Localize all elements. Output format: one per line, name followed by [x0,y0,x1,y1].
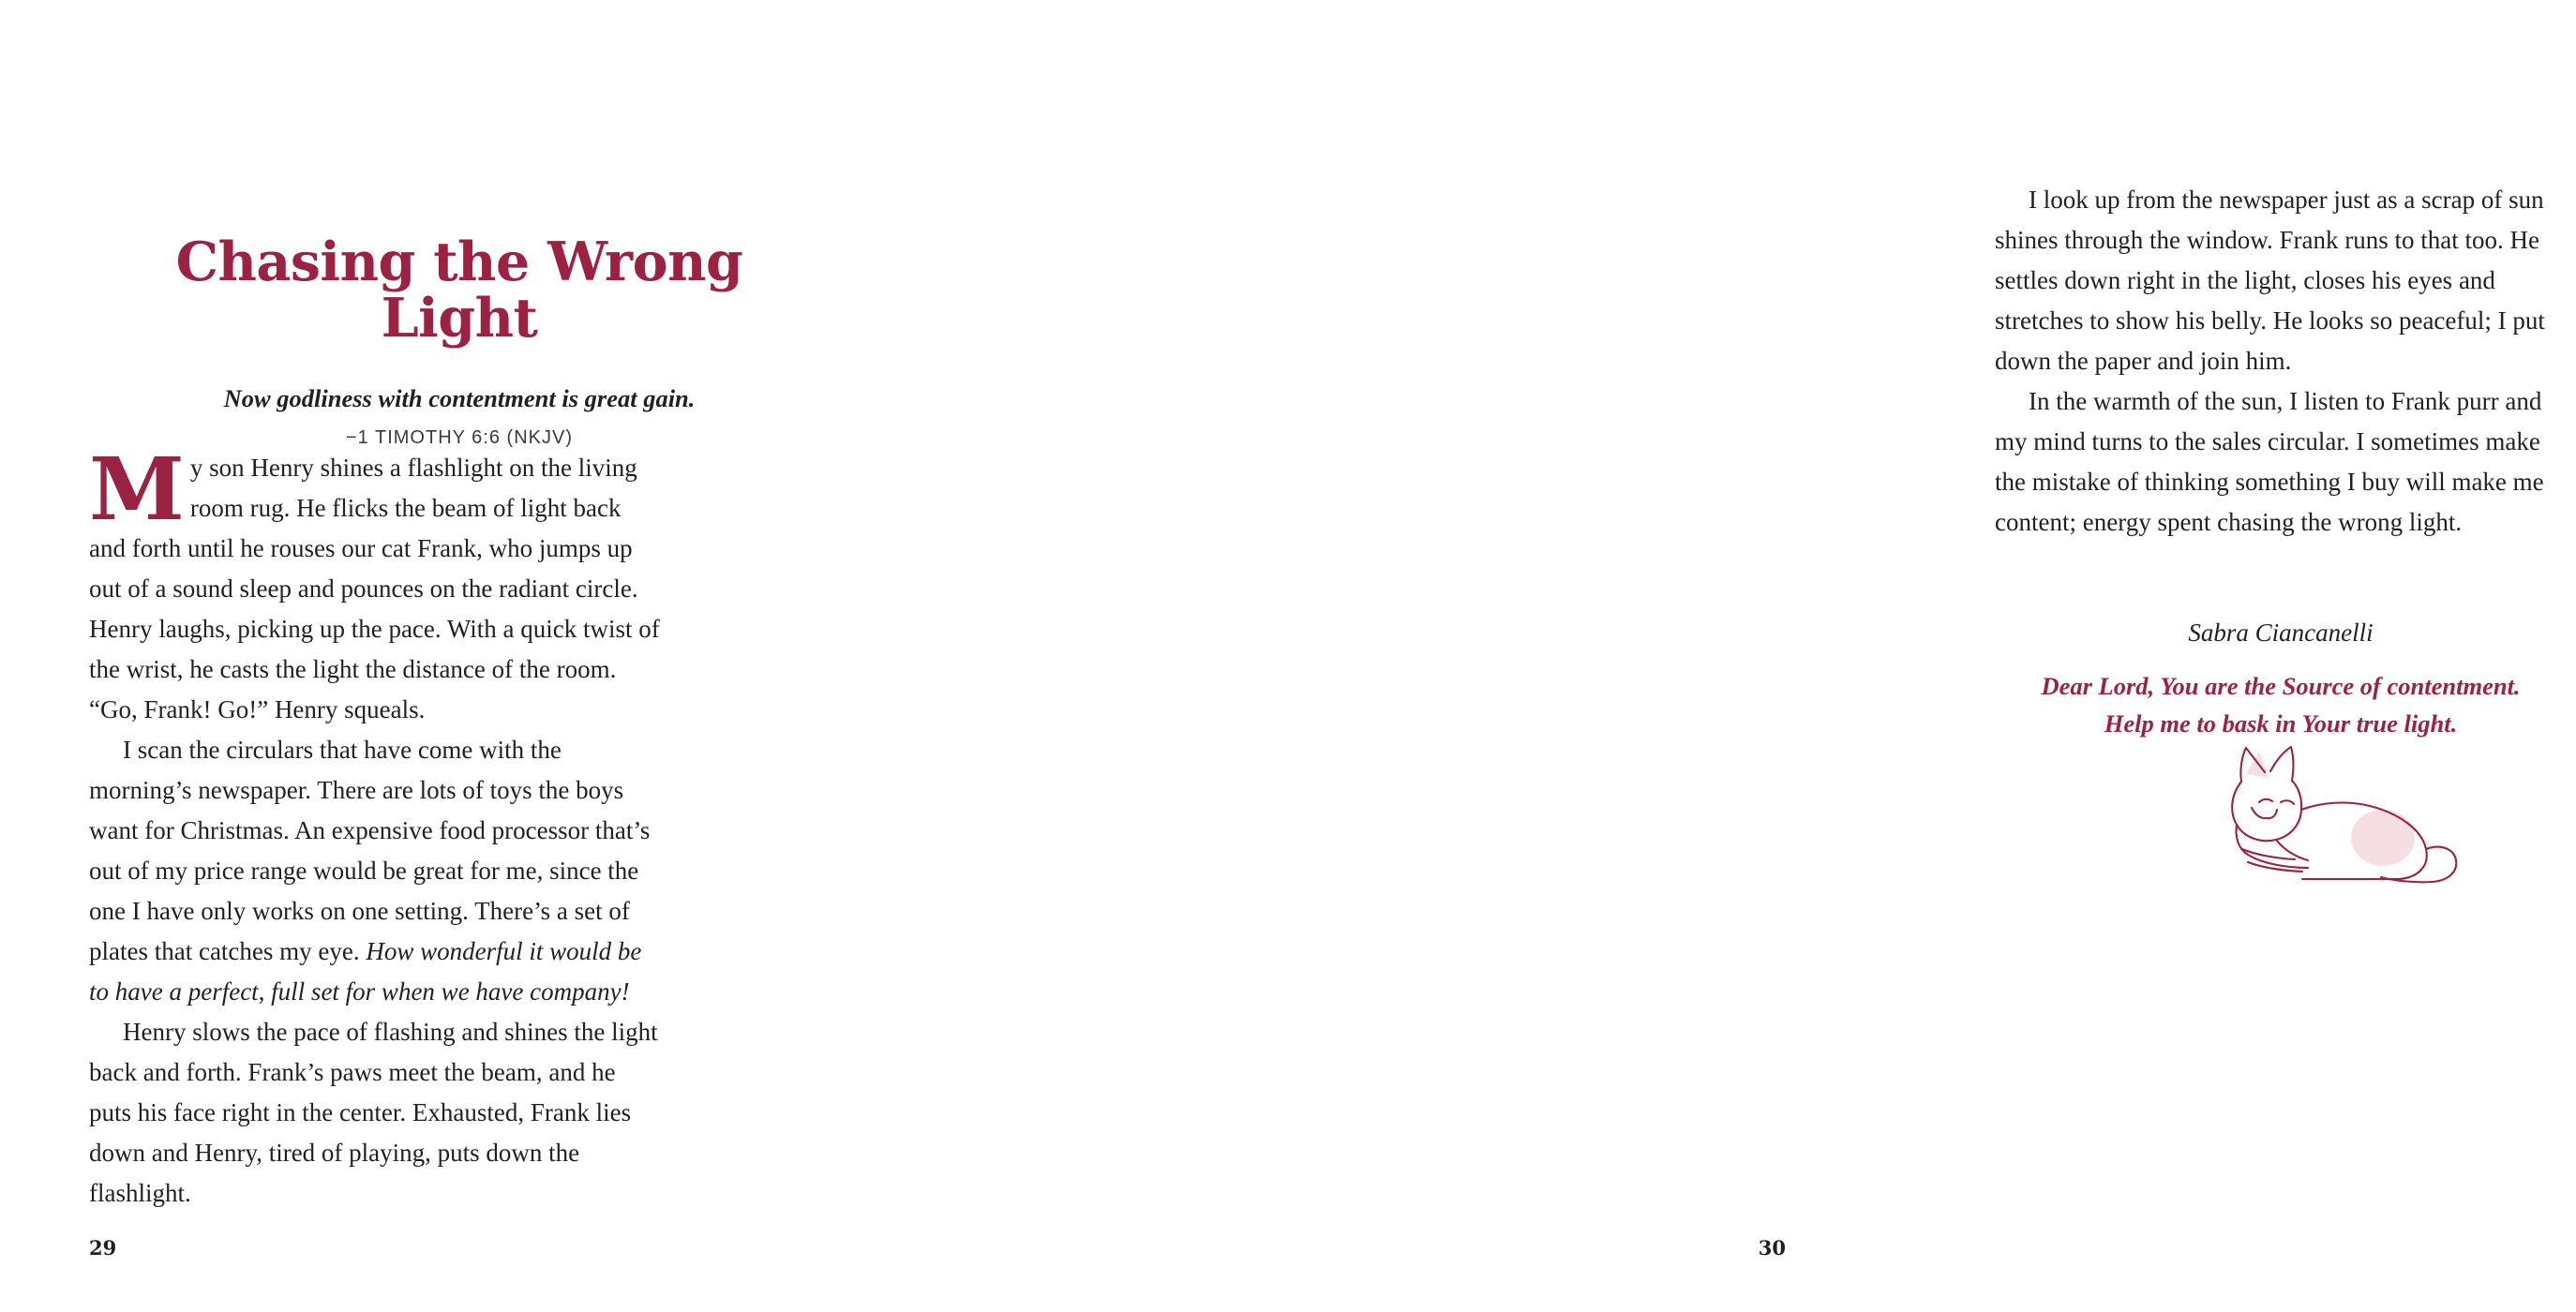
paragraph-scrap-of-sun: I look up from the newspaper just as a scrap of sun shines through the window. Frank runs to that too. He settles down right in the light, closes his eyes and stretches to show his belly. He looks so peaceful; I put down the paper and join him. [1995,186,2545,375]
prayer-line-2: Help me to bask in Your true light. [2104,709,2458,738]
paragraph-opening-text: y son Henry shines a flashlight on the living room rug. He flicks the beam of light back and forth until he rouses our cat Frank, who jumps up out of a sound sleep and pounces on the radiant circle. Henry laughs, picking up the pace. With a quick twist of the wrist, he casts the light the distance of the room. “Go, Frank! Go!” Henry squeals. [89,454,660,723]
scripture-verse: Now godliness with contentment is great gain. [223,383,696,412]
left-page [0,0,937,1312]
page-title: Chasing the Wrong Light [175,231,743,350]
prayer-block [1985,667,2576,742]
title-block [89,231,830,449]
scripture-reference: −1 TIMOTHY 6:6 (NKJV) [346,427,573,449]
paragraph-circulars-text: I scan the circulars that have come with the morning’s newspaper. There are lots of toys the boys want for Christmas. An expensive food processor that’s out of my price range would be great for me, since the one I have only works on one setting. There’s a set of plates that catches my eye. [89,736,651,965]
paragraph-circulars-emphasis: How wonderful it would be to have a perfect, full set for when we have company! [89,937,642,1006]
paragraph-opening [89,439,661,730]
paragraph-circulars [89,730,661,1012]
prayer-line-1: Dear Lord, You are the Source of contentment. [2041,672,2521,700]
paragraph-warmth: In the warmth of the sun, I listen to Frank purr and my mind turns to the sales circular. I sometimes make the mistake of thinking something I buy will make me content; energy spent chasing the wrong light. [1995,387,2544,536]
cat-illustration [2190,740,2490,909]
paragraph-slows: Henry slows the pace of flashing and shines the light back and forth. Frank’s paws meet the beam, and he puts his face right in the center. Exhausted, Frank lies down and Henry, tired of playing, puts down the flashlight. [89,1018,658,1207]
page-number-left: 29 [89,1236,117,1260]
left-column-body [89,439,661,1214]
author-byline: Sabra Ciancanelli [2188,619,2374,647]
right-page [937,0,2545,1312]
drop-cap: M [89,439,185,540]
right-column-body [1995,180,2567,543]
page-number-right: 30 [1758,1236,1786,1260]
sleeping-cat-icon [2190,740,2490,909]
